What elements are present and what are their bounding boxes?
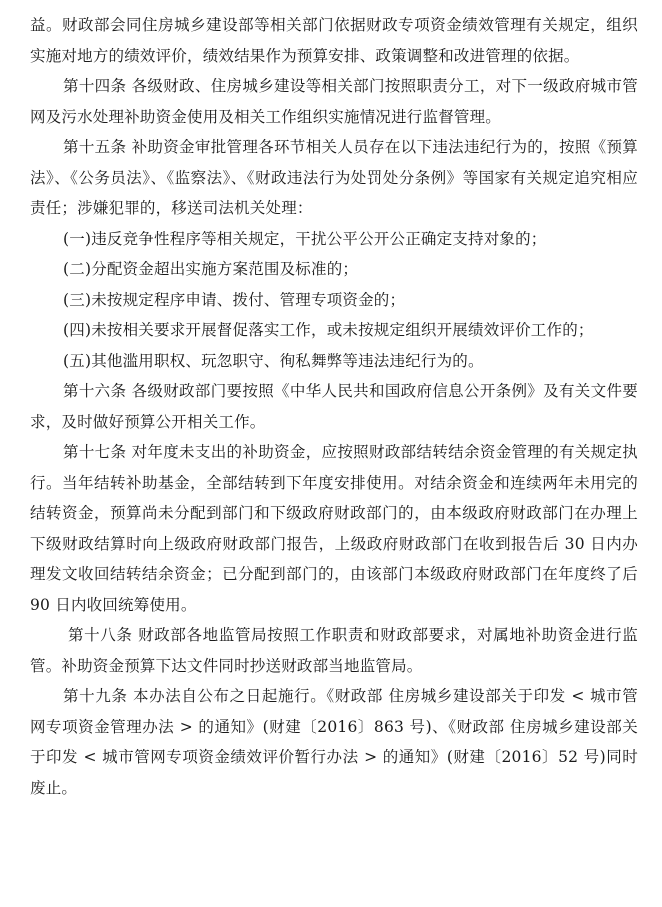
list-item-5: (五)其他滥用职权、玩忽职守、徇私舞弊等违法违纪行为的。 <box>63 351 484 370</box>
document-page <box>30 10 638 803</box>
list-item-4: (四)未按相关要求开展督促落实工作，或未按规定组织开展绩效评价工作的； <box>63 321 594 339</box>
list-item-2: (二)分配资金超出实施方案范围及标准的； <box>63 260 359 278</box>
list-item-3: (三)未按规定程序申请、拨付、管理专项资金的； <box>63 290 406 309</box>
paragraph-continuation: 益。财政部会同住房城乡建设部等相关部门依据财政专项资金绩效管理有关规定，组织实施对地方的绩效评价，绩效结果作为预算安排、政策调整和改进管理的依据。 <box>30 16 638 65</box>
article-18: 第十八条 财政部各地监管局按照工作职责和财政部要求，对属地补助资金进行监管。补助资金预算下达文件同时抄送财政部当地监管局。 <box>30 626 638 675</box>
article-19: 第十九条 本办法自公布之日起施行。《财政部 住房城乡建设部关于印发 < 城市管网专项资金管理办法 > 的通知》(财建〔2016〕863 号)、《财政部 住房城乡建设部关于印发 < 城市管网专项资金绩效评价暂行办法 > 的通知》(财建〔2016〕52 号)同时废止。 <box>30 687 638 797</box>
article-17: 第十七条 对年度未支出的补助资金，应按照财政部结转结余资金管理的有关规定执行。当年结转补助基金，全部结转到下年度安排使用。对结余资金和连续两年未用完的结转资金，预算尚未分配到部门和下级政府财政部门的，由本级政府财政部门在办理上下级财政结算时向上级政府财政部门报告，上级政府财政部门在收到报告后 30 日内办理发文收回结转结余资金；已分配到部门的，由该部门本级政府财政部门在年度终了后 90 日内收回统筹使用。 <box>30 443 638 614</box>
article-15: 第十五条 补助资金审批管理各环节相关人员存在以下违法违纪行为的，按照《预算法》、《公务员法》、《监察法》、《财政违法行为处罚处分条例》等国家有关规定追究相应责任；涉嫌犯罪的，移送司法机关处理： <box>30 138 638 217</box>
list-item-1: (一)违反竞争性程序等相关规定，干扰公平公开公正确定支持对象的； <box>63 229 547 248</box>
article-14: 第十四条 各级财政、住房城乡建设等相关部门按照职责分工，对下一级政府城市管网及污水处理补助资金使用及相关工作组织实施情况进行监督管理。 <box>30 77 638 126</box>
article-16: 第十六条 各级财政部门要按照《中华人民共和国政府信息公开条例》及有关文件要求，及时做好预算公开相关工作。 <box>30 382 638 431</box>
